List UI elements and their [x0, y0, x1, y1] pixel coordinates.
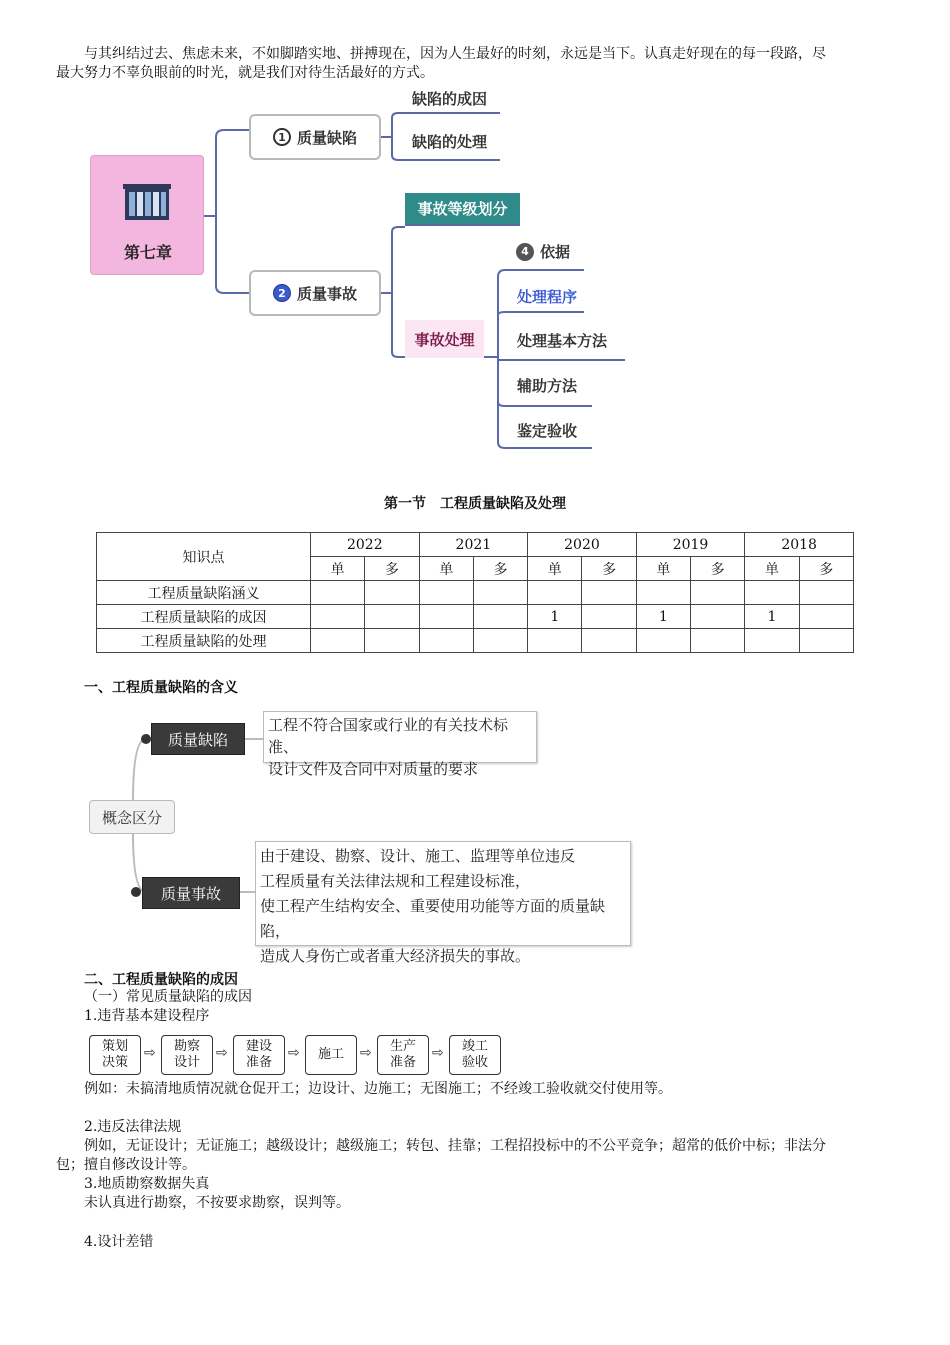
row-label: 工程质量缺陷的成因 — [97, 605, 311, 629]
item-1-example: 例如：未搞清地质情况就仓促开工；边设计、边施工；无图施工；不经竣工验收就交付使用等。 — [84, 1081, 672, 1097]
node-accident-handling[interactable]: 事故处理 — [405, 320, 484, 358]
table-row — [97, 605, 854, 629]
building-icon — [123, 184, 171, 222]
table-cell — [528, 581, 582, 605]
arrow-right-icon: ⇨ — [360, 1045, 372, 1061]
item-4-title: 4.设计差错 — [84, 1234, 154, 1250]
year-header: 2018 — [745, 533, 854, 557]
note-line: 由于建设、勘察、设计、施工、监理等单位违反 — [260, 847, 576, 865]
leaf-basis[interactable] — [516, 241, 570, 262]
year-header: 2021 — [419, 533, 528, 557]
concept-defect-node[interactable]: 质量缺陷 — [151, 723, 245, 755]
arrow-right-icon: ⇨ — [288, 1045, 300, 1061]
table-cell — [365, 629, 419, 653]
table-cell — [311, 581, 365, 605]
sub-header: 多 — [365, 557, 419, 581]
flow-step-line: 建设 — [245, 1039, 272, 1054]
table-cell: 1 — [528, 605, 582, 629]
table-cell: 1 — [636, 605, 690, 629]
table-header-label: 知识点 — [97, 533, 311, 581]
item-3-title: 3.地质勘察数据失真 — [84, 1176, 210, 1192]
node-quality-accident[interactable] — [249, 270, 381, 316]
table-cell — [365, 581, 419, 605]
arrow-right-icon: ⇨ — [432, 1045, 444, 1061]
year-header: 2022 — [311, 533, 420, 557]
table-cell — [582, 629, 636, 653]
table-cell — [419, 581, 473, 605]
sub-header: 多 — [582, 557, 636, 581]
note-line: 设计文件及合同中对质量的要求 — [268, 760, 479, 778]
sub-header: 多 — [691, 557, 745, 581]
circled-number-badge: 2 — [273, 284, 291, 302]
note-line: 使工程产生结构安全、重要使用功能等方面的质量缺陷， — [260, 897, 606, 940]
table-row — [97, 581, 854, 605]
leaf-basis-label: 依据 — [540, 243, 571, 261]
defect-definition-note — [263, 711, 537, 778]
node-quality-defect[interactable] — [249, 114, 381, 160]
year-header: 2020 — [528, 533, 637, 557]
heading-2: 二、工程质量缺陷的成因 — [84, 972, 238, 988]
item-2-line-1: 例如，无证设计；无证施工；越级设计；越级施工；转包、挂靠；工程招投标中的不公平竞争；超常的低价中标；非法分 — [84, 1138, 826, 1154]
item-2-line-2: 包；擅自修改设计等。 — [56, 1157, 196, 1173]
node-quality-defect-label: 质量缺陷 — [296, 128, 357, 147]
node-accident-level[interactable]: 事故等级划分 — [405, 193, 520, 226]
table-cell — [799, 629, 853, 653]
flow-step-line: 施工 — [317, 1047, 344, 1062]
flow-step-line: 设计 — [173, 1055, 200, 1070]
table-cell — [691, 629, 745, 653]
circled-number-badge: 1 — [273, 128, 291, 146]
leaf-auxiliary-method[interactable]: 辅助方法 — [517, 377, 578, 395]
flow-step-line: 准备 — [389, 1055, 416, 1070]
sub-header: 单 — [419, 557, 473, 581]
table-cell — [473, 629, 527, 653]
circled-number-badge: 4 — [516, 243, 534, 261]
collapse-dot[interactable] — [141, 734, 151, 744]
section-title: 第一节 工程质量缺陷及处理 — [384, 496, 566, 512]
row-label: 工程质量缺陷涵义 — [97, 581, 311, 605]
intro-line-1: 与其纠结过去、焦虑未来，不如脚踏实地、拼搏现在，因为人生最好的时刻，永远是当下。认真走好现在的每一段路，尽 — [84, 46, 826, 62]
sub-header: 单 — [745, 557, 799, 581]
sub-header: 多 — [473, 557, 527, 581]
table-cell — [799, 605, 853, 629]
chapter-label: 第七章 — [123, 243, 172, 262]
flow-step — [305, 1035, 357, 1075]
node-quality-accident-label: 质量事故 — [296, 284, 357, 303]
table-cell — [745, 581, 799, 605]
table-cell — [528, 629, 582, 653]
sub-header: 单 — [528, 557, 582, 581]
flow-step-line: 勘察 — [173, 1039, 200, 1054]
leaf-defect-handling[interactable]: 缺陷的处理 — [412, 133, 488, 151]
sub-heading: （一）常见质量缺陷的成因 — [84, 989, 252, 1005]
note-line: 造成人身伤亡或者重大经济损失的事故。 — [260, 947, 531, 965]
flow-step — [233, 1035, 285, 1075]
table-cell — [636, 629, 690, 653]
item-2-title: 2.违反法律法规 — [84, 1119, 182, 1135]
sub-header: 单 — [636, 557, 690, 581]
heading-1: 一、工程质量缺陷的含义 — [84, 680, 238, 696]
row-label: 工程质量缺陷的处理 — [97, 629, 311, 653]
leaf-acceptance[interactable]: 鉴定验收 — [517, 422, 578, 440]
flow-step-line: 竣工 — [461, 1039, 488, 1054]
flow-step-line: 生产 — [389, 1039, 416, 1054]
sub-header: 多 — [799, 557, 853, 581]
table-cell — [473, 605, 527, 629]
concept-center-node[interactable]: 概念区分 — [89, 800, 175, 834]
table-cell — [691, 605, 745, 629]
accident-definition-note — [255, 841, 631, 965]
table-cell — [582, 605, 636, 629]
table-cell — [311, 629, 365, 653]
flow-step — [89, 1035, 141, 1075]
chapter-node[interactable] — [90, 155, 204, 275]
note-line: 工程不符合国家或行业的有关技术标准、 — [268, 716, 509, 756]
year-header: 2019 — [636, 533, 745, 557]
arrow-right-icon: ⇨ — [216, 1045, 228, 1061]
sub-header: 单 — [311, 557, 365, 581]
table-cell — [473, 581, 527, 605]
table-cell — [745, 629, 799, 653]
table-cell — [311, 605, 365, 629]
leaf-procedure[interactable]: 处理程序 — [517, 288, 578, 306]
flow-step-line: 策划 — [101, 1039, 128, 1054]
table-cell — [799, 581, 853, 605]
table-cell — [636, 581, 690, 605]
table-cell — [419, 629, 473, 653]
flow-step-line: 验收 — [461, 1055, 488, 1070]
table-cell — [365, 605, 419, 629]
table-row — [97, 629, 854, 653]
knowledge-table — [96, 532, 854, 653]
item-3-text: 未认真进行勘察，不按要求勘察，误判等。 — [84, 1195, 350, 1211]
leaf-defect-cause[interactable]: 缺陷的成因 — [412, 90, 488, 108]
arrow-right-icon: ⇨ — [144, 1045, 156, 1061]
flow-step-line: 决策 — [101, 1055, 128, 1070]
table-cell — [419, 605, 473, 629]
flow-step — [449, 1035, 501, 1075]
concept-accident-node[interactable]: 质量事故 — [142, 877, 240, 909]
intro-line-2: 最大努力不辜负眼前的时光，就是我们对待生活最好的方式。 — [56, 65, 434, 81]
leaf-basic-method[interactable]: 处理基本方法 — [517, 332, 608, 350]
table-cell — [582, 581, 636, 605]
table-cell — [691, 581, 745, 605]
flow-step — [377, 1035, 429, 1075]
flow-step — [161, 1035, 213, 1075]
flow-step-line: 准备 — [245, 1055, 272, 1070]
note-line: 工程质量有关法律法规和工程建设标准， — [260, 872, 531, 890]
item-1-title: 1.违背基本建设程序 — [84, 1008, 210, 1024]
collapse-dot[interactable] — [131, 887, 141, 897]
table-cell: 1 — [745, 605, 799, 629]
